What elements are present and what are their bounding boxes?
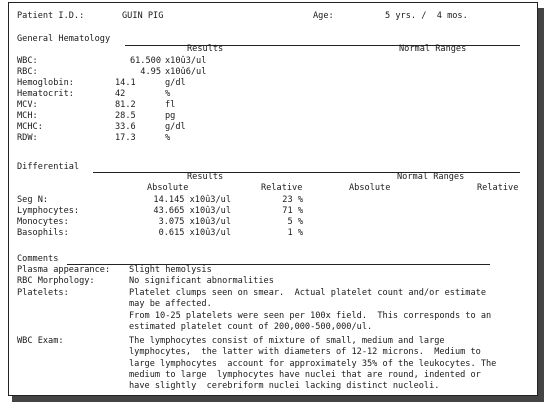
- page-shadow-right: [538, 8, 544, 400]
- differential-normal-relative-header: Relative: [477, 183, 519, 193]
- differential-section-title: Differential: [17, 162, 80, 172]
- hematology-row-unit: %: [165, 133, 171, 143]
- differential-results-header: Results: [187, 172, 224, 182]
- comment-text-line: Slight hemolysis: [129, 265, 212, 275]
- differential-row-relative: 71 %: [282, 206, 303, 216]
- differential-row-name: Lymphocytes:: [17, 206, 80, 216]
- hematology-section-title: General Hematology: [17, 34, 111, 44]
- patient-id-label: Patient I.D.:: [17, 11, 85, 21]
- page-shadow-bottom: [12, 396, 544, 402]
- hematology-row-value: 61.500: [129, 56, 161, 66]
- comment-text-line: From 10-25 platelets were seen per 100x field. This corresponds to an: [129, 311, 492, 321]
- differential-row-name: Basophils:: [17, 228, 69, 238]
- differential-normal-ranges-header: Normal Ranges: [397, 172, 465, 182]
- comment-text-line: Platelet clumps seen on smear. Actual platelet count and/or estimate: [129, 288, 486, 298]
- differential-row-relative: 1 %: [287, 228, 303, 238]
- differential-row-name: Monocytes:: [17, 217, 69, 227]
- differential-normal-absolute-header: Absolute: [349, 183, 391, 193]
- hematology-row-name: Hematocrit:: [17, 89, 74, 99]
- patient-id-value: GUIN PIG: [122, 11, 164, 21]
- hematology-row-name: RDW:: [17, 133, 38, 143]
- hematology-row-value: 81.2: [115, 100, 136, 110]
- differential-row-name: Seg N:: [17, 195, 49, 205]
- differential-absolute-header: Absolute: [147, 183, 189, 193]
- hematology-row-value: 33.6: [115, 122, 136, 132]
- hematology-row-unit: pg: [165, 111, 176, 121]
- age-value: 5 yrs. / 4 mos.: [385, 11, 468, 21]
- hematology-row-value: 4.95: [140, 67, 161, 77]
- comment-text-line: No significant abnormalities: [129, 276, 274, 286]
- hematology-row-name: MCH:: [17, 111, 38, 121]
- hematology-results-header: Results: [187, 44, 224, 54]
- comment-text-line: may be affected.: [129, 299, 212, 309]
- hematology-row-name: WBC:: [17, 56, 38, 66]
- comment-label-rbc-morphology: RBC Morphology:: [17, 276, 95, 286]
- comment-text-line: estimated platelet count of 200,000-500,000/ul.: [129, 322, 373, 332]
- differential-row-relative: 23 %: [282, 195, 303, 205]
- hematology-row-unit: x10û6/ul: [165, 67, 207, 77]
- comment-label-plasma: Plasma appearance:: [17, 265, 111, 275]
- comment-text-line: have slightly cerebriform nuclei lacking distinct nucleoli.: [129, 381, 440, 391]
- hematology-row-unit: g/dl: [165, 78, 186, 88]
- differential-row-relative: 5 %: [287, 217, 303, 227]
- hematology-row-unit: x10û3/ul: [165, 56, 207, 66]
- comment-label-platelets: Platelets:: [17, 288, 69, 298]
- hematology-row-unit: fl: [165, 100, 176, 110]
- comment-label-wbc-exam: WBC Exam:: [17, 336, 64, 346]
- hematology-row-value: 28.5: [115, 111, 136, 121]
- comment-text-line: medium to large lymphocytes have nuclei that are round, indented or: [129, 370, 481, 380]
- hematology-row-name: MCV:: [17, 100, 38, 110]
- hematology-row-name: Hemoglobin:: [17, 78, 74, 88]
- hematology-row-value: 17.3: [115, 133, 136, 143]
- differential-row-absolute: 14.145 x10û3/ul: [153, 195, 231, 205]
- hematology-row-value: 42: [115, 89, 126, 99]
- hematology-row-unit: g/dl: [165, 122, 186, 132]
- differential-relative-header: Relative: [261, 183, 303, 193]
- hematology-row-value: 14.1: [115, 78, 136, 88]
- comment-text-line: lymphocytes, the latter with diameters of 12-12 microns. Medium to: [129, 347, 481, 357]
- differential-row-absolute: 43.665 x10û3/ul: [153, 206, 231, 216]
- differential-row-absolute: 3.075 x10û3/ul: [158, 217, 231, 227]
- lab-report-sheet: [8, 2, 538, 396]
- hematology-row-name: RBC:: [17, 67, 38, 77]
- hematology-row-unit: %: [165, 89, 171, 99]
- differential-row-absolute: 0.615 x10û3/ul: [158, 228, 231, 238]
- age-label: Age:: [313, 11, 334, 21]
- hematology-row-name: MCHC:: [17, 122, 43, 132]
- comments-section-title: Comments: [17, 254, 59, 264]
- comment-text-line: The lymphocytes consist of mixture of small, medium and large: [129, 336, 445, 346]
- comment-text-line: large lymphocytes account for approximately 35% of the leukocytes. The: [129, 359, 497, 369]
- hematology-normal-ranges-header: Normal Ranges: [399, 44, 467, 54]
